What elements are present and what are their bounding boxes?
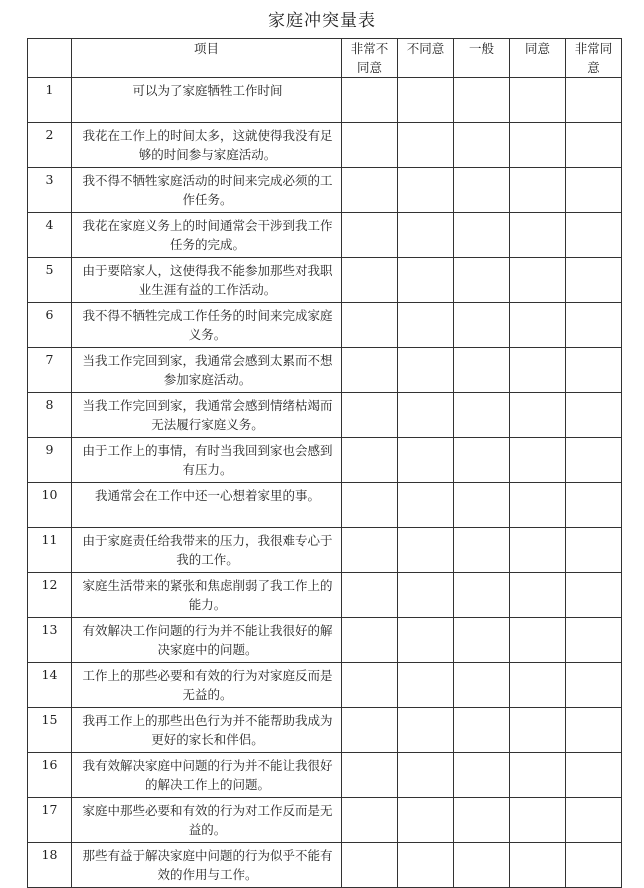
answer-cell-strongly-agree[interactable] (566, 348, 622, 393)
question-row (28, 258, 622, 303)
question-number: 2 (28, 123, 72, 168)
answer-cell-agree[interactable] (510, 258, 566, 303)
question-text: 当我工作完回到家，我通常会感到情绪枯竭而无法履行家庭义务。 (72, 393, 342, 438)
question-row (28, 213, 622, 258)
answer-cell-disagree[interactable] (398, 258, 454, 303)
answer-cell-strongly-agree[interactable] (566, 168, 622, 213)
question-number: 14 (28, 663, 72, 708)
answer-cell-disagree[interactable] (398, 483, 454, 528)
question-text: 由于要陪家人，这使得我不能参加那些对我职业生涯有益的工作活动。 (72, 258, 342, 303)
question-number: 5 (28, 258, 72, 303)
answer-cell-strongly-disagree[interactable] (342, 573, 398, 618)
header-disagree: 不同意 (398, 39, 454, 78)
answer-cell-disagree[interactable] (398, 213, 454, 258)
answer-cell-strongly-agree[interactable] (566, 438, 622, 483)
question-number: 1 (28, 78, 72, 123)
answer-cell-strongly-disagree[interactable] (342, 258, 398, 303)
answer-cell-agree[interactable] (510, 123, 566, 168)
question-number: 6 (28, 303, 72, 348)
answer-cell-agree[interactable] (510, 618, 566, 663)
answer-cell-agree[interactable] (510, 753, 566, 798)
answer-cell-disagree[interactable] (398, 348, 454, 393)
answer-cell-agree[interactable] (510, 393, 566, 438)
survey-table (27, 38, 622, 888)
answer-cell-neutral[interactable] (454, 753, 510, 798)
answer-cell-strongly-disagree[interactable] (342, 348, 398, 393)
answer-cell-strongly-agree[interactable] (566, 483, 622, 528)
question-text: 我花在工作上的时间太多，这就使得我没有足够的时间参与家庭活动。 (72, 123, 342, 168)
answer-cell-agree[interactable] (510, 348, 566, 393)
answer-cell-strongly-agree[interactable] (566, 123, 622, 168)
answer-cell-agree[interactable] (510, 708, 566, 753)
answer-cell-strongly-agree[interactable] (566, 78, 622, 123)
answer-cell-neutral[interactable] (454, 393, 510, 438)
question-row (28, 528, 622, 573)
question-text: 我不得不牺牲完成工作任务的时间来完成家庭义务。 (72, 303, 342, 348)
answer-cell-strongly-agree[interactable] (566, 618, 622, 663)
answer-cell-strongly-disagree[interactable] (342, 438, 398, 483)
question-text: 我再工作上的那些出色行为并不能帮助我成为更好的家长和伴侣。 (72, 708, 342, 753)
answer-cell-agree[interactable] (510, 798, 566, 843)
header-number (28, 39, 72, 78)
answer-cell-agree[interactable] (510, 213, 566, 258)
question-text: 我不得不牺牲家庭活动的时间来完成必须的工作任务。 (72, 168, 342, 213)
answer-cell-strongly-agree[interactable] (566, 798, 622, 843)
answer-cell-neutral[interactable] (454, 528, 510, 573)
answer-cell-strongly-agree[interactable] (566, 393, 622, 438)
question-number: 16 (28, 753, 72, 798)
answer-cell-agree[interactable] (510, 843, 566, 888)
question-text: 由于工作上的事情，有时当我回到家也会感到有压力。 (72, 438, 342, 483)
question-row (28, 393, 622, 438)
answer-cell-strongly-agree[interactable] (566, 213, 622, 258)
question-row (28, 708, 622, 753)
answer-cell-strongly-disagree[interactable] (342, 123, 398, 168)
answer-cell-disagree[interactable] (398, 798, 454, 843)
answer-cell-strongly-disagree[interactable] (342, 528, 398, 573)
answer-cell-strongly-disagree[interactable] (342, 843, 398, 888)
answer-cell-neutral[interactable] (454, 258, 510, 303)
answer-cell-disagree[interactable] (398, 438, 454, 483)
question-row (28, 168, 622, 213)
answer-cell-neutral[interactable] (454, 123, 510, 168)
answer-cell-disagree[interactable] (398, 708, 454, 753)
question-text: 我花在家庭义务上的时间通常会干涉到我工作任务的完成。 (72, 213, 342, 258)
answer-cell-neutral[interactable] (454, 483, 510, 528)
header-neutral: 一般 (454, 39, 510, 78)
answer-cell-agree[interactable] (510, 78, 566, 123)
answer-cell-disagree[interactable] (398, 573, 454, 618)
question-text: 工作上的那些必要和有效的行为对家庭反而是无益的。 (72, 663, 342, 708)
answer-cell-agree[interactable] (510, 663, 566, 708)
question-number: 8 (28, 393, 72, 438)
answer-cell-disagree[interactable] (398, 618, 454, 663)
answer-cell-strongly-disagree[interactable] (342, 663, 398, 708)
question-row (28, 618, 622, 663)
answer-cell-neutral[interactable] (454, 348, 510, 393)
answer-cell-strongly-disagree[interactable] (342, 213, 398, 258)
answer-cell-disagree[interactable] (398, 528, 454, 573)
question-text: 我有效解决家庭中问题的行为并不能让我很好的解决工作上的问题。 (72, 753, 342, 798)
answer-cell-disagree[interactable] (398, 78, 454, 123)
question-row (28, 573, 622, 618)
question-text: 我通常会在工作中还一心想着家里的事。 (72, 483, 342, 528)
header-row (28, 39, 622, 78)
question-number: 11 (28, 528, 72, 573)
answer-cell-strongly-agree[interactable] (566, 258, 622, 303)
answer-cell-neutral[interactable] (454, 78, 510, 123)
answer-cell-neutral[interactable] (454, 843, 510, 888)
question-text: 那些有益于解决家庭中问题的行为似乎不能有效的作用与工作。 (72, 843, 342, 888)
answer-cell-disagree[interactable] (398, 123, 454, 168)
answer-cell-neutral[interactable] (454, 618, 510, 663)
answer-cell-strongly-disagree[interactable] (342, 618, 398, 663)
question-number: 7 (28, 348, 72, 393)
answer-cell-disagree[interactable] (398, 393, 454, 438)
question-number: 18 (28, 843, 72, 888)
question-row (28, 483, 622, 528)
answer-cell-strongly-disagree[interactable] (342, 483, 398, 528)
answer-cell-disagree[interactable] (398, 168, 454, 213)
answer-cell-neutral[interactable] (454, 798, 510, 843)
answer-cell-neutral[interactable] (454, 573, 510, 618)
question-text: 有效解决工作问题的行为并不能让我很好的解决家庭中的问题。 (72, 618, 342, 663)
answer-cell-agree[interactable] (510, 528, 566, 573)
answer-cell-strongly-disagree[interactable] (342, 753, 398, 798)
answer-cell-disagree[interactable] (398, 753, 454, 798)
answer-cell-neutral[interactable] (454, 438, 510, 483)
answer-cell-disagree[interactable] (398, 663, 454, 708)
answer-cell-strongly-agree[interactable] (566, 663, 622, 708)
answer-cell-agree[interactable] (510, 573, 566, 618)
answer-cell-strongly-disagree[interactable] (342, 798, 398, 843)
question-row (28, 123, 622, 168)
answer-cell-neutral[interactable] (454, 168, 510, 213)
header-agree: 同意 (510, 39, 566, 78)
answer-cell-agree[interactable] (510, 438, 566, 483)
answer-cell-strongly-agree[interactable] (566, 708, 622, 753)
header-strongly-disagree: 非常不同意 (342, 39, 398, 78)
question-text: 可以为了家庭牺牲工作时间 (72, 78, 342, 123)
question-row (28, 843, 622, 888)
question-number: 17 (28, 798, 72, 843)
question-row (28, 663, 622, 708)
answer-cell-strongly-disagree[interactable] (342, 168, 398, 213)
question-text: 家庭中那些必要和有效的行为对工作反而是无益的。 (72, 798, 342, 843)
answer-cell-strongly-disagree[interactable] (342, 303, 398, 348)
question-text: 由于家庭责任给我带来的压力，我很难专心于我的工作。 (72, 528, 342, 573)
question-text: 当我工作完回到家，我通常会感到太累而不想参加家庭活动。 (72, 348, 342, 393)
answer-cell-strongly-agree[interactable] (566, 573, 622, 618)
answer-cell-neutral[interactable] (454, 213, 510, 258)
answer-cell-strongly-disagree[interactable] (342, 393, 398, 438)
answer-cell-strongly-agree[interactable] (566, 843, 622, 888)
question-number: 4 (28, 213, 72, 258)
question-number: 15 (28, 708, 72, 753)
answer-cell-agree[interactable] (510, 168, 566, 213)
answer-cell-disagree[interactable] (398, 843, 454, 888)
question-number: 12 (28, 573, 72, 618)
question-row (28, 78, 622, 123)
answer-cell-neutral[interactable] (454, 663, 510, 708)
answer-cell-strongly-agree[interactable] (566, 753, 622, 798)
answer-cell-strongly-disagree[interactable] (342, 78, 398, 123)
header-item: 项目 (72, 39, 342, 78)
answer-cell-agree[interactable] (510, 303, 566, 348)
question-number: 13 (28, 618, 72, 663)
answer-cell-neutral[interactable] (454, 708, 510, 753)
question-row (28, 303, 622, 348)
question-row (28, 798, 622, 843)
answer-cell-strongly-agree[interactable] (566, 303, 622, 348)
question-text: 家庭生活带来的紧张和焦虑削弱了我工作上的能力。 (72, 573, 342, 618)
answer-cell-neutral[interactable] (454, 303, 510, 348)
question-number: 3 (28, 168, 72, 213)
question-row (28, 438, 622, 483)
answer-cell-disagree[interactable] (398, 303, 454, 348)
question-number: 9 (28, 438, 72, 483)
question-row (28, 348, 622, 393)
page-title: 家庭冲突量表 (268, 11, 376, 31)
question-row (28, 753, 622, 798)
answer-cell-agree[interactable] (510, 483, 566, 528)
answer-cell-strongly-disagree[interactable] (342, 708, 398, 753)
question-number: 10 (28, 483, 72, 528)
answer-cell-strongly-agree[interactable] (566, 528, 622, 573)
header-strongly-agree: 非常同意 (566, 39, 622, 78)
